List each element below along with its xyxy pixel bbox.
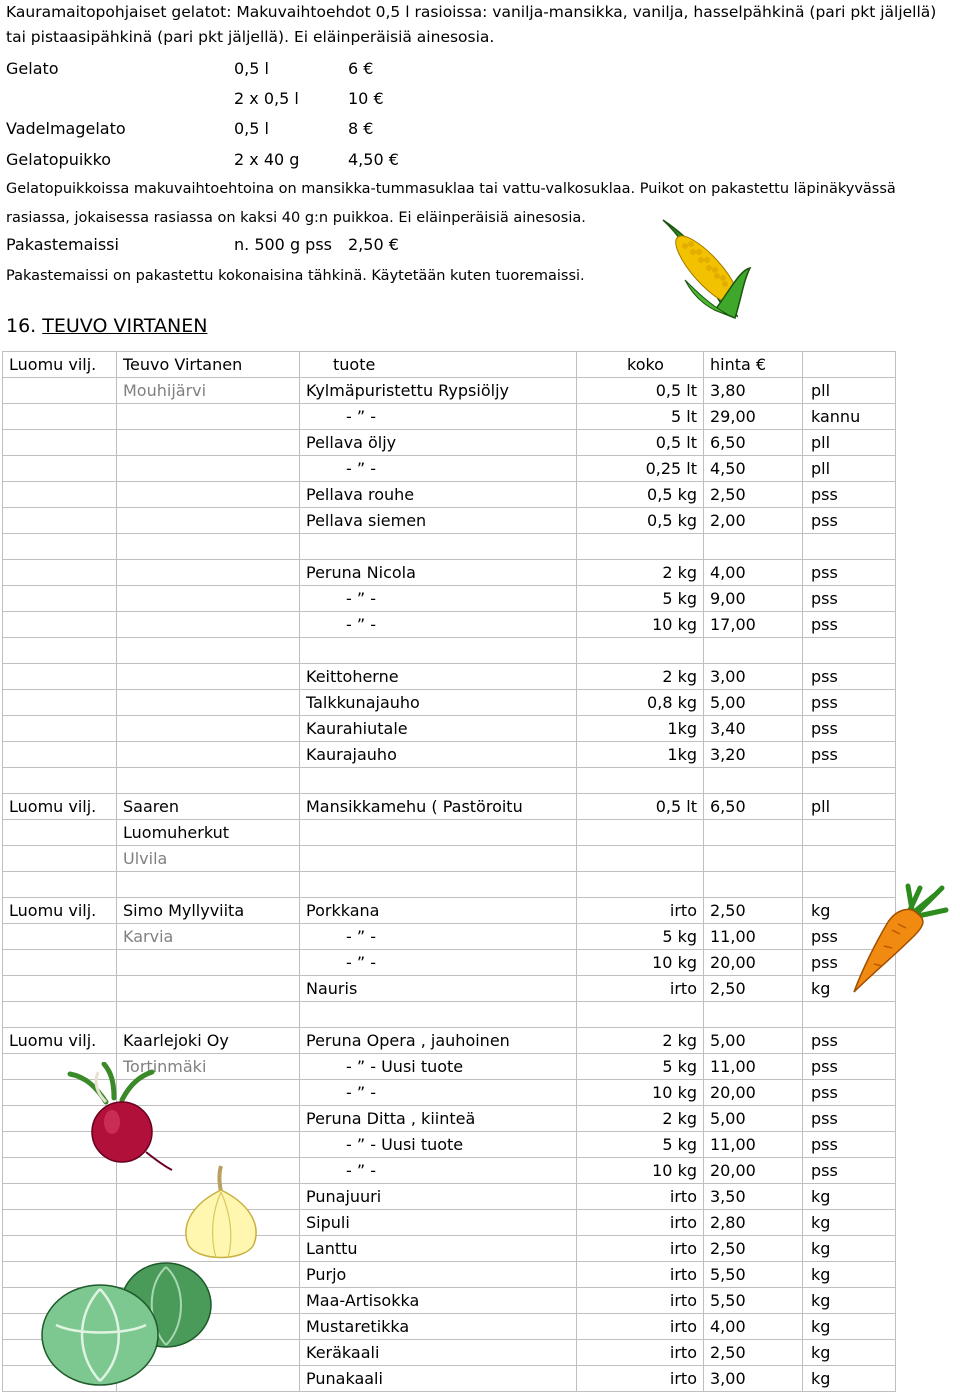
cell-c2: Ulvila bbox=[117, 846, 300, 872]
cell-c5 bbox=[704, 534, 803, 560]
cell-c4: 0,8 kg bbox=[577, 690, 704, 716]
cell-c5: 6,50 bbox=[704, 794, 803, 820]
cell-c2 bbox=[117, 742, 300, 768]
cell-c6: pss bbox=[803, 924, 896, 950]
cell-c6 bbox=[803, 768, 896, 794]
cell-c3 bbox=[300, 404, 577, 430]
cell-c5: 4,00 bbox=[704, 1314, 803, 1340]
cell-c1: Luomu vilj. bbox=[3, 794, 117, 820]
cell-c6: pll bbox=[803, 378, 896, 404]
cell-c3: Kylmäpuristettu Rypsiöljy bbox=[300, 378, 577, 404]
cell-c3: Kaurajauho bbox=[300, 742, 577, 768]
cell-c4: 2 kg bbox=[577, 664, 704, 690]
cell-c4: 0,5 lt bbox=[577, 378, 704, 404]
ditto-text: - ” - bbox=[346, 1083, 377, 1102]
table-row bbox=[3, 794, 896, 820]
cell-c5: 2,50 bbox=[704, 976, 803, 1002]
cell-c1 bbox=[3, 404, 117, 430]
cell-c4: 0,5 kg bbox=[577, 508, 704, 534]
cell-c3: Talkkunajauho bbox=[300, 690, 577, 716]
product-size: 0,5 l bbox=[234, 59, 269, 78]
product-size: n. 500 g pss bbox=[234, 235, 333, 254]
table-row bbox=[3, 560, 896, 586]
cell-c1 bbox=[3, 508, 117, 534]
cell-c4: irto bbox=[577, 1366, 704, 1392]
cell-c4: irto bbox=[577, 1262, 704, 1288]
table-row bbox=[3, 872, 896, 898]
section-heading bbox=[6, 312, 207, 340]
cell-c3 bbox=[300, 612, 577, 638]
table-row bbox=[3, 1210, 896, 1236]
cell-c3 bbox=[300, 1132, 577, 1158]
cell-c5: 5,00 bbox=[704, 1028, 803, 1054]
cell-c4: 10 kg bbox=[577, 612, 704, 638]
header-cell: tuote bbox=[300, 352, 577, 378]
table-row bbox=[3, 820, 896, 846]
cell-c2: Luomuherkut bbox=[117, 820, 300, 846]
ditto-text: - ” - bbox=[346, 589, 377, 608]
cell-c5: 6,50 bbox=[704, 430, 803, 456]
cell-c6: pss bbox=[803, 1106, 896, 1132]
cell-c2: Karvia bbox=[117, 924, 300, 950]
table-row bbox=[3, 508, 896, 534]
cell-c2 bbox=[117, 976, 300, 1002]
cell-c1 bbox=[3, 534, 117, 560]
cell-c5: 2,00 bbox=[704, 508, 803, 534]
cell-c2: Tortinmäki bbox=[117, 1054, 300, 1080]
table-row bbox=[3, 768, 896, 794]
product-size: 2 x 40 g bbox=[234, 150, 300, 169]
pakastemaissi-note: Pakastemaissi on pakastettu kokonaisina tähkinä. Käytetään kuten tuoremaissi. bbox=[6, 268, 585, 284]
cell-c6: pss bbox=[803, 690, 896, 716]
section-number: 16. bbox=[6, 315, 37, 337]
product-price: 6 € bbox=[348, 59, 374, 78]
cell-c6: pss bbox=[803, 742, 896, 768]
cell-c3 bbox=[300, 768, 577, 794]
cell-c3 bbox=[300, 950, 577, 976]
table-body bbox=[3, 378, 896, 1392]
ditto-text: - ” - bbox=[346, 927, 377, 946]
cell-c5 bbox=[704, 768, 803, 794]
cell-c6: kg bbox=[803, 1184, 896, 1210]
cell-c3: Keräkaali bbox=[300, 1340, 577, 1366]
cell-c5: 2,50 bbox=[704, 1236, 803, 1262]
cell-c1 bbox=[3, 638, 117, 664]
cell-c2 bbox=[117, 534, 300, 560]
cell-c2 bbox=[117, 716, 300, 742]
cell-c1 bbox=[3, 1184, 117, 1210]
cell-c4: 0,5 kg bbox=[577, 482, 704, 508]
cell-c1 bbox=[3, 378, 117, 404]
cell-c6: pss bbox=[803, 716, 896, 742]
cell-c6: pss bbox=[803, 1158, 896, 1184]
product-price: 10 € bbox=[348, 89, 384, 108]
header-cell bbox=[803, 352, 896, 378]
table-row bbox=[3, 716, 896, 742]
cell-c1 bbox=[3, 976, 117, 1002]
cell-c2 bbox=[117, 586, 300, 612]
cell-c6: kg bbox=[803, 976, 896, 1002]
cell-c5: 4,50 bbox=[704, 456, 803, 482]
cell-c4: 10 kg bbox=[577, 1080, 704, 1106]
ditto-text: - ” - bbox=[346, 459, 377, 478]
cell-c6: kg bbox=[803, 1262, 896, 1288]
ditto-text: - ” - Uusi tuote bbox=[346, 1135, 464, 1154]
cell-c1 bbox=[3, 664, 117, 690]
carrot-icon bbox=[848, 880, 958, 1000]
beet-icon bbox=[66, 1062, 176, 1172]
cell-c5: 5,50 bbox=[704, 1288, 803, 1314]
cell-c3 bbox=[300, 820, 577, 846]
header-cell: Luomu vilj. bbox=[3, 352, 117, 378]
ditto-text: - ” - bbox=[346, 615, 377, 634]
cell-c2 bbox=[117, 1002, 300, 1028]
cell-c4: 2 kg bbox=[577, 560, 704, 586]
cell-c5: 3,80 bbox=[704, 378, 803, 404]
cell-c3 bbox=[300, 1002, 577, 1028]
table-row bbox=[3, 846, 896, 872]
cell-c6: pss bbox=[803, 1132, 896, 1158]
cell-c3: Mansikkamehu ( Pastöroitu bbox=[300, 794, 577, 820]
cell-c6 bbox=[803, 846, 896, 872]
cell-c1 bbox=[3, 872, 117, 898]
cell-c2: Kaarlejoki Oy bbox=[117, 1028, 300, 1054]
cell-c5 bbox=[704, 820, 803, 846]
cell-c4: 5 lt bbox=[577, 404, 704, 430]
cell-c1 bbox=[3, 1002, 117, 1028]
cell-c3 bbox=[300, 586, 577, 612]
cell-c2 bbox=[117, 950, 300, 976]
table-row bbox=[3, 1028, 896, 1054]
table-row bbox=[3, 456, 896, 482]
cell-c4: 1kg bbox=[577, 742, 704, 768]
product-size: 2 x 0,5 l bbox=[234, 89, 299, 108]
cell-c6: kg bbox=[803, 1210, 896, 1236]
cell-c1 bbox=[3, 846, 117, 872]
cell-c5: 3,00 bbox=[704, 664, 803, 690]
cell-c6: pll bbox=[803, 430, 896, 456]
cell-c6: pss bbox=[803, 1028, 896, 1054]
cell-c3 bbox=[300, 1158, 577, 1184]
cabbage-icon bbox=[36, 1245, 216, 1388]
cell-c5: 20,00 bbox=[704, 1158, 803, 1184]
cell-c4: irto bbox=[577, 1236, 704, 1262]
cell-c4: 5 kg bbox=[577, 586, 704, 612]
cell-c4: 1kg bbox=[577, 716, 704, 742]
table-header-row bbox=[3, 352, 896, 378]
gelatopuikko-note: Gelatopuikkoissa makuvaihtoehtoina on mansikka-tummasuklaa tai vattu-valkosuklaa. Puikot on pakastettu läpinäkyvässä rasiassa, jokaisessa rasiassa on kaksi 40 g:n puikkoa. Ei eläinperäisiä ainesosia. bbox=[6, 181, 896, 226]
cell-c5: 3,50 bbox=[704, 1184, 803, 1210]
cell-c3: Sipuli bbox=[300, 1210, 577, 1236]
product-price: 4,50 € bbox=[348, 150, 399, 169]
cell-c4 bbox=[577, 872, 704, 898]
cell-c3: Pellava siemen bbox=[300, 508, 577, 534]
cell-c5: 5,50 bbox=[704, 1262, 803, 1288]
cell-c6: kannu bbox=[803, 404, 896, 430]
cell-c1 bbox=[3, 820, 117, 846]
cell-c5 bbox=[704, 872, 803, 898]
cell-c6: pss bbox=[803, 664, 896, 690]
cell-c5: 11,00 bbox=[704, 1132, 803, 1158]
product-price: 8 € bbox=[348, 119, 374, 138]
cell-c5: 29,00 bbox=[704, 404, 803, 430]
header-cell: koko bbox=[577, 352, 704, 378]
cell-c4: 10 kg bbox=[577, 1158, 704, 1184]
header-cell: Teuvo Virtanen bbox=[117, 352, 300, 378]
product-name: Pakastemaissi bbox=[6, 235, 119, 254]
cell-c3: Punajuuri bbox=[300, 1184, 577, 1210]
cell-c1: Luomu vilj. bbox=[3, 1028, 117, 1054]
cell-c3: Porkkana bbox=[300, 898, 577, 924]
cell-c2: Mouhijärvi bbox=[117, 378, 300, 404]
cell-c2 bbox=[117, 664, 300, 690]
cell-c5: 2,50 bbox=[704, 898, 803, 924]
cell-c3 bbox=[300, 1080, 577, 1106]
cell-c6: pss bbox=[803, 1080, 896, 1106]
cell-c5 bbox=[704, 1002, 803, 1028]
cell-c2 bbox=[117, 690, 300, 716]
cell-c1 bbox=[3, 742, 117, 768]
cell-c4: irto bbox=[577, 1288, 704, 1314]
cell-c6: pll bbox=[803, 456, 896, 482]
cell-c1 bbox=[3, 1210, 117, 1236]
table-row bbox=[3, 1002, 896, 1028]
ditto-text: - ” - Uusi tuote bbox=[346, 1057, 464, 1076]
cell-c6 bbox=[803, 534, 896, 560]
cell-c5: 5,00 bbox=[704, 690, 803, 716]
cell-c3: Punakaali bbox=[300, 1366, 577, 1392]
product-name: Gelato bbox=[6, 59, 59, 78]
cell-c2 bbox=[117, 768, 300, 794]
table-row bbox=[3, 586, 896, 612]
cell-c5: 2,50 bbox=[704, 1340, 803, 1366]
cell-c1 bbox=[3, 716, 117, 742]
cell-c4 bbox=[577, 768, 704, 794]
cell-c5: 3,20 bbox=[704, 742, 803, 768]
cell-c3: Pellava öljy bbox=[300, 430, 577, 456]
cell-c4 bbox=[577, 534, 704, 560]
cell-c3: Pellava rouhe bbox=[300, 482, 577, 508]
ditto-text: - ” - bbox=[346, 1161, 377, 1180]
cell-c5 bbox=[704, 638, 803, 664]
table-row bbox=[3, 950, 896, 976]
cell-c6: kg bbox=[803, 1366, 896, 1392]
cell-c5 bbox=[704, 846, 803, 872]
cell-c6 bbox=[803, 1002, 896, 1028]
cell-c1 bbox=[3, 690, 117, 716]
cell-c6: kg bbox=[803, 1288, 896, 1314]
cell-c4: 2 kg bbox=[577, 1028, 704, 1054]
cell-c4: irto bbox=[577, 1184, 704, 1210]
cell-c3: Purjo bbox=[300, 1262, 577, 1288]
cell-c2: Saaren bbox=[117, 794, 300, 820]
table-row bbox=[3, 612, 896, 638]
cell-c6: pss bbox=[803, 612, 896, 638]
cell-c6: kg bbox=[803, 1340, 896, 1366]
cell-c3: Maa-Artisokka bbox=[300, 1288, 577, 1314]
cell-c1 bbox=[3, 950, 117, 976]
cell-c5: 5,00 bbox=[704, 1106, 803, 1132]
corn-icon bbox=[655, 210, 760, 320]
cell-c4: 5 kg bbox=[577, 1054, 704, 1080]
cell-c2 bbox=[117, 404, 300, 430]
cell-c5: 3,40 bbox=[704, 716, 803, 742]
cell-c5: 11,00 bbox=[704, 1054, 803, 1080]
table-row bbox=[3, 898, 896, 924]
cell-c3 bbox=[300, 846, 577, 872]
cell-c4 bbox=[577, 638, 704, 664]
cell-c3 bbox=[300, 924, 577, 950]
cell-c3 bbox=[300, 534, 577, 560]
cell-c2 bbox=[117, 456, 300, 482]
cell-c2 bbox=[117, 508, 300, 534]
cell-c3 bbox=[300, 638, 577, 664]
table-row bbox=[3, 976, 896, 1002]
cell-c3: Mustaretikka bbox=[300, 1314, 577, 1340]
cell-c5: 17,00 bbox=[704, 612, 803, 638]
header-cell: hinta € bbox=[704, 352, 803, 378]
cell-c4: 2 kg bbox=[577, 1106, 704, 1132]
cell-c6: pss bbox=[803, 482, 896, 508]
cell-c4: irto bbox=[577, 898, 704, 924]
table-row bbox=[3, 1184, 896, 1210]
cell-c1: Luomu vilj. bbox=[3, 898, 117, 924]
cell-c2 bbox=[117, 560, 300, 586]
cell-c6: pss bbox=[803, 508, 896, 534]
product-price: 2,50 € bbox=[348, 235, 399, 254]
cell-c6 bbox=[803, 638, 896, 664]
table-row bbox=[3, 924, 896, 950]
cell-c4 bbox=[577, 846, 704, 872]
ditto-text: - ” - bbox=[346, 407, 377, 426]
cell-c2 bbox=[117, 430, 300, 456]
cell-c3: Kaurahiutale bbox=[300, 716, 577, 742]
section-title: TEUVO VIRTANEN bbox=[42, 315, 208, 337]
cell-c1 bbox=[3, 586, 117, 612]
cell-c4: 0,5 lt bbox=[577, 430, 704, 456]
cell-c6: pss bbox=[803, 560, 896, 586]
table-row bbox=[3, 482, 896, 508]
cell-c3: Peruna Opera , jauhoinen bbox=[300, 1028, 577, 1054]
table-row bbox=[3, 534, 896, 560]
cell-c5: 20,00 bbox=[704, 1080, 803, 1106]
product-size: 0,5 l bbox=[234, 119, 269, 138]
cell-c6: pss bbox=[803, 586, 896, 612]
cell-c4: 0,5 lt bbox=[577, 794, 704, 820]
cell-c3: Lanttu bbox=[300, 1236, 577, 1262]
cell-c3: Nauris bbox=[300, 976, 577, 1002]
cell-c2 bbox=[117, 638, 300, 664]
cell-c3 bbox=[300, 1054, 577, 1080]
cell-c1 bbox=[3, 924, 117, 950]
table-row bbox=[3, 690, 896, 716]
table-row bbox=[3, 430, 896, 456]
cell-c4: irto bbox=[577, 1314, 704, 1340]
cell-c3: Peruna Nicola bbox=[300, 560, 577, 586]
cell-c6 bbox=[803, 820, 896, 846]
product-table bbox=[2, 351, 896, 1392]
table-row bbox=[3, 404, 896, 430]
cell-c5: 2,50 bbox=[704, 482, 803, 508]
cell-c1 bbox=[3, 456, 117, 482]
cell-c5: 2,80 bbox=[704, 1210, 803, 1236]
table-row bbox=[3, 638, 896, 664]
cell-c4: irto bbox=[577, 1210, 704, 1236]
cell-c3 bbox=[300, 872, 577, 898]
cell-c4 bbox=[577, 1002, 704, 1028]
cell-c2: Simo Myllyviita bbox=[117, 898, 300, 924]
cell-c5: 3,00 bbox=[704, 1366, 803, 1392]
cell-c5: 11,00 bbox=[704, 924, 803, 950]
intro-paragraph: Kauramaitopohjaiset gelatot: Makuvaihtoehdot 0,5 l rasioissa: vanilja-mansikka, vanilja, hasselpähkinä (pari pkt jäljellä) tai pistaasipähkinä (pari pkt jäljellä). Ei eläinperäisiä ainesosia. bbox=[6, 3, 937, 46]
ditto-text: - ” - bbox=[346, 953, 377, 972]
cell-c3 bbox=[300, 456, 577, 482]
product-name: Gelatopuikko bbox=[6, 150, 112, 169]
cell-c4: 5 kg bbox=[577, 1132, 704, 1158]
cell-c1 bbox=[3, 560, 117, 586]
cell-c2 bbox=[117, 482, 300, 508]
table-row bbox=[3, 742, 896, 768]
cell-c6: kg bbox=[803, 898, 896, 924]
cell-c5: 20,00 bbox=[704, 950, 803, 976]
cell-c4: irto bbox=[577, 1340, 704, 1366]
cell-c4 bbox=[577, 820, 704, 846]
cell-c1 bbox=[3, 768, 117, 794]
cell-c6: pss bbox=[803, 1054, 896, 1080]
cell-c6: kg bbox=[803, 1236, 896, 1262]
cell-c6: pll bbox=[803, 794, 896, 820]
cell-c6: kg bbox=[803, 1314, 896, 1340]
cell-c5: 4,00 bbox=[704, 560, 803, 586]
cell-c1 bbox=[3, 482, 117, 508]
cell-c5: 9,00 bbox=[704, 586, 803, 612]
cell-c3: Peruna Ditta , kiinteä bbox=[300, 1106, 577, 1132]
cell-c4: irto bbox=[577, 976, 704, 1002]
cell-c1 bbox=[3, 612, 117, 638]
cell-c2 bbox=[117, 872, 300, 898]
cell-c4: 5 kg bbox=[577, 924, 704, 950]
table-row bbox=[3, 664, 896, 690]
product-name: Vadelmagelato bbox=[6, 119, 126, 138]
cell-c6: pss bbox=[803, 950, 896, 976]
cell-c2 bbox=[117, 612, 300, 638]
cell-c4: 0,25 lt bbox=[577, 456, 704, 482]
cell-c4: 10 kg bbox=[577, 950, 704, 976]
cell-c3: Keittoherne bbox=[300, 664, 577, 690]
cell-c1 bbox=[3, 430, 117, 456]
table-row bbox=[3, 378, 896, 404]
